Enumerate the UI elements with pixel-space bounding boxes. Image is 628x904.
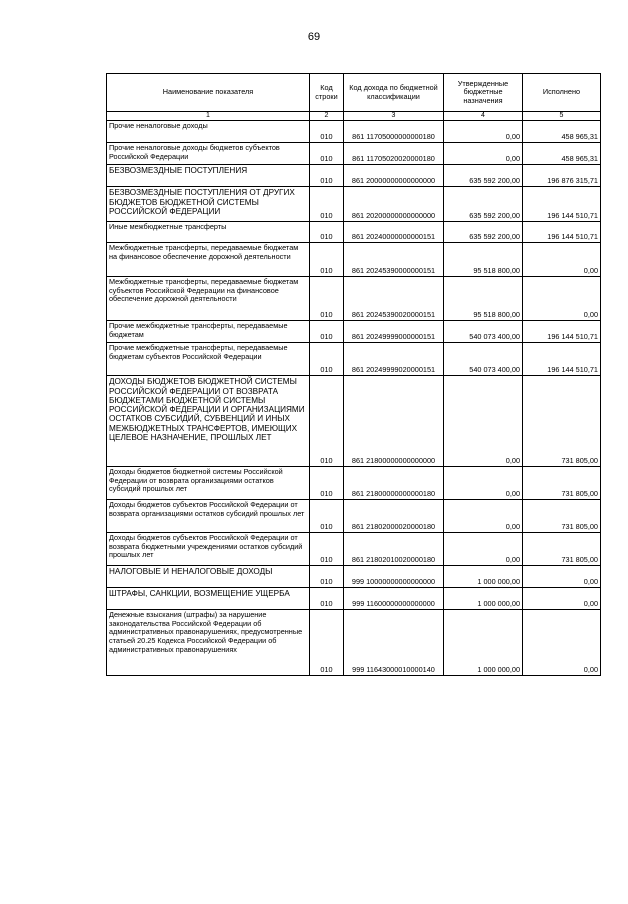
row-line-code: 010 xyxy=(310,187,344,222)
column-number: 4 xyxy=(444,112,523,121)
column-number: 1 xyxy=(107,112,310,121)
row-executed: 196 144 510,71 xyxy=(523,343,601,376)
table-row xyxy=(107,187,601,222)
row-income-code: 861 21800000000000000 xyxy=(344,376,444,467)
row-approved: 95 518 800,00 xyxy=(444,243,523,277)
column-number: 5 xyxy=(523,112,601,121)
row-executed: 458 965,31 xyxy=(523,143,601,165)
row-executed: 0,00 xyxy=(523,566,601,588)
row-name: ШТРАФЫ, САНКЦИИ, ВОЗМЕЩЕНИЕ УЩЕРБА xyxy=(107,588,310,610)
row-approved: 95 518 800,00 xyxy=(444,277,523,321)
table-row xyxy=(107,165,601,187)
column-number: 2 xyxy=(310,112,344,121)
row-name: Прочие неналоговые доходы бюджетов субъектов Российской Федерации xyxy=(107,143,310,165)
row-name: Прочие неналоговые доходы xyxy=(107,121,310,143)
row-approved: 0,00 xyxy=(444,467,523,500)
row-executed: 196 144 510,71 xyxy=(523,187,601,222)
row-name: БЕЗВОЗМЕЗДНЫЕ ПОСТУПЛЕНИЯ ОТ ДРУГИХ БЮДЖЕТОВ БЮДЖЕТНОЙ СИСТЕМЫ РОССИЙСКОЙ ФЕДЕРАЦИИ xyxy=(107,187,310,222)
row-income-code: 861 20245390000000151 xyxy=(344,243,444,277)
row-name: Прочие межбюджетные трансферты, передаваемые бюджетам xyxy=(107,321,310,343)
table-row xyxy=(107,321,601,343)
row-line-code: 010 xyxy=(310,321,344,343)
row-executed: 0,00 xyxy=(523,610,601,676)
row-executed: 458 965,31 xyxy=(523,121,601,143)
header-row xyxy=(107,74,601,112)
row-income-code: 999 10000000000000000 xyxy=(344,566,444,588)
row-name: ДОХОДЫ БЮДЖЕТОВ БЮДЖЕТНОЙ СИСТЕМЫ РОССИЙСКОЙ ФЕДЕРАЦИИ ОТ ВОЗВРАТА БЮДЖЕТАМИ БЮДЖЕТНОЙ СИСТЕМЫ РОССИЙСКОЙ ФЕДЕРАЦИИ И ОРГАНИЗАЦИЯМИ ОСТАТКОВ СУБСИДИЙ, СУБВЕНЦИЙ И ИНЫХ МЕЖБЮДЖЕТНЫХ ТРАНСФЕРТОВ, ИМЕЮЩИХ ЦЕЛЕВОЕ НАЗНАЧЕНИЕ, ПРОШЛЫХ ЛЕТ xyxy=(107,376,310,467)
row-line-code: 010 xyxy=(310,143,344,165)
table-row xyxy=(107,566,601,588)
row-line-code: 010 xyxy=(310,343,344,376)
row-name: Межбюджетные трансферты, передаваемые бюджетам на финансовое обеспечение дорожной деятельности xyxy=(107,243,310,277)
row-approved: 635 592 200,00 xyxy=(444,187,523,222)
row-line-code: 010 xyxy=(310,277,344,321)
row-approved: 540 073 400,00 xyxy=(444,343,523,376)
row-income-code: 861 20000000000000000 xyxy=(344,165,444,187)
row-line-code: 010 xyxy=(310,467,344,500)
row-approved: 0,00 xyxy=(444,143,523,165)
row-income-code: 861 11705000000000180 xyxy=(344,121,444,143)
header-line-code: Код строки xyxy=(310,74,344,112)
table-row xyxy=(107,533,601,566)
income-table xyxy=(106,73,601,676)
row-line-code: 010 xyxy=(310,533,344,566)
row-executed: 0,00 xyxy=(523,588,601,610)
table-row xyxy=(107,467,601,500)
row-line-code: 010 xyxy=(310,121,344,143)
row-executed: 731 805,00 xyxy=(523,500,601,533)
row-line-code: 010 xyxy=(310,500,344,533)
row-line-code: 010 xyxy=(310,222,344,243)
row-line-code: 010 xyxy=(310,165,344,187)
row-income-code: 861 20249999000000151 xyxy=(344,321,444,343)
header-executed: Исполнено xyxy=(523,74,601,112)
row-approved: 1 000 000,00 xyxy=(444,588,523,610)
table-row xyxy=(107,121,601,143)
row-executed: 196 876 315,71 xyxy=(523,165,601,187)
row-name: НАЛОГОВЫЕ И НЕНАЛОГОВЫЕ ДОХОДЫ xyxy=(107,566,310,588)
row-name: Прочие межбюджетные трансферты, передаваемые бюджетам субъектов Российской Федерации xyxy=(107,343,310,376)
row-line-code: 010 xyxy=(310,588,344,610)
table-row xyxy=(107,277,601,321)
page-number: 69 xyxy=(307,31,321,43)
row-name: Доходы бюджетов бюджетной системы Российской Федерации от возврата организациями остатков субсидий прошлых лет xyxy=(107,467,310,500)
table-row xyxy=(107,376,601,467)
row-approved: 540 073 400,00 xyxy=(444,321,523,343)
row-executed: 196 144 510,71 xyxy=(523,321,601,343)
column-number: 3 xyxy=(344,112,444,121)
row-approved: 0,00 xyxy=(444,121,523,143)
row-income-code: 861 20245390020000151 xyxy=(344,277,444,321)
row-line-code: 010 xyxy=(310,566,344,588)
table-row xyxy=(107,500,601,533)
row-income-code: 999 11643000010000140 xyxy=(344,610,444,676)
row-name: Доходы бюджетов субъектов Российской Федерации от возврата организациями остатков субсидий прошлых лет xyxy=(107,500,310,533)
row-approved: 635 592 200,00 xyxy=(444,222,523,243)
table-row xyxy=(107,610,601,676)
row-executed: 731 805,00 xyxy=(523,376,601,467)
row-executed: 0,00 xyxy=(523,243,601,277)
row-approved: 0,00 xyxy=(444,376,523,467)
row-name: Иные межбюджетные трансферты xyxy=(107,222,310,243)
row-income-code: 861 21800000000000180 xyxy=(344,467,444,500)
row-name: Доходы бюджетов субъектов Российской Федерации от возврата бюджетными учреждениями остатков субсидий прошлых лет xyxy=(107,533,310,566)
header-name: Наименование показателя xyxy=(107,74,310,112)
row-executed: 731 805,00 xyxy=(523,533,601,566)
row-income-code: 999 11600000000000000 xyxy=(344,588,444,610)
row-line-code: 010 xyxy=(310,376,344,467)
row-approved: 0,00 xyxy=(444,533,523,566)
row-executed: 0,00 xyxy=(523,277,601,321)
row-line-code: 010 xyxy=(310,610,344,676)
row-approved: 1 000 000,00 xyxy=(444,566,523,588)
row-income-code: 861 20200000000000000 xyxy=(344,187,444,222)
row-approved: 1 000 000,00 xyxy=(444,610,523,676)
row-name: БЕЗВОЗМЕЗДНЫЕ ПОСТУПЛЕНИЯ xyxy=(107,165,310,187)
row-line-code: 010 xyxy=(310,243,344,277)
row-name: Межбюджетные трансферты, передаваемые бюджетам субъектов Российской Федерации на финансовое обеспечение дорожной деятельности xyxy=(107,277,310,321)
row-executed: 731 805,00 xyxy=(523,467,601,500)
column-number-row xyxy=(107,112,601,121)
table-row xyxy=(107,343,601,376)
row-income-code: 861 21802010020000180 xyxy=(344,533,444,566)
row-approved: 0,00 xyxy=(444,500,523,533)
row-executed: 196 144 510,71 xyxy=(523,222,601,243)
header-income-code: Код дохода по бюджетной классификации xyxy=(344,74,444,112)
table-row xyxy=(107,143,601,165)
row-income-code: 861 20240000000000151 xyxy=(344,222,444,243)
header-approved: Утвержденные бюджетные назначения xyxy=(444,74,523,112)
row-name: Денежные взыскания (штрафы) за нарушение законодательства Российской Федерации об административных правонарушениях, предусмотренные статьей 20.25 Кодекса Российской Федерации об административных правонарушениях xyxy=(107,610,310,676)
table-row xyxy=(107,243,601,277)
table-row xyxy=(107,222,601,243)
row-income-code: 861 20249999020000151 xyxy=(344,343,444,376)
row-income-code: 861 11705020020000180 xyxy=(344,143,444,165)
row-income-code: 861 21802000020000180 xyxy=(344,500,444,533)
table-row xyxy=(107,588,601,610)
row-approved: 635 592 200,00 xyxy=(444,165,523,187)
